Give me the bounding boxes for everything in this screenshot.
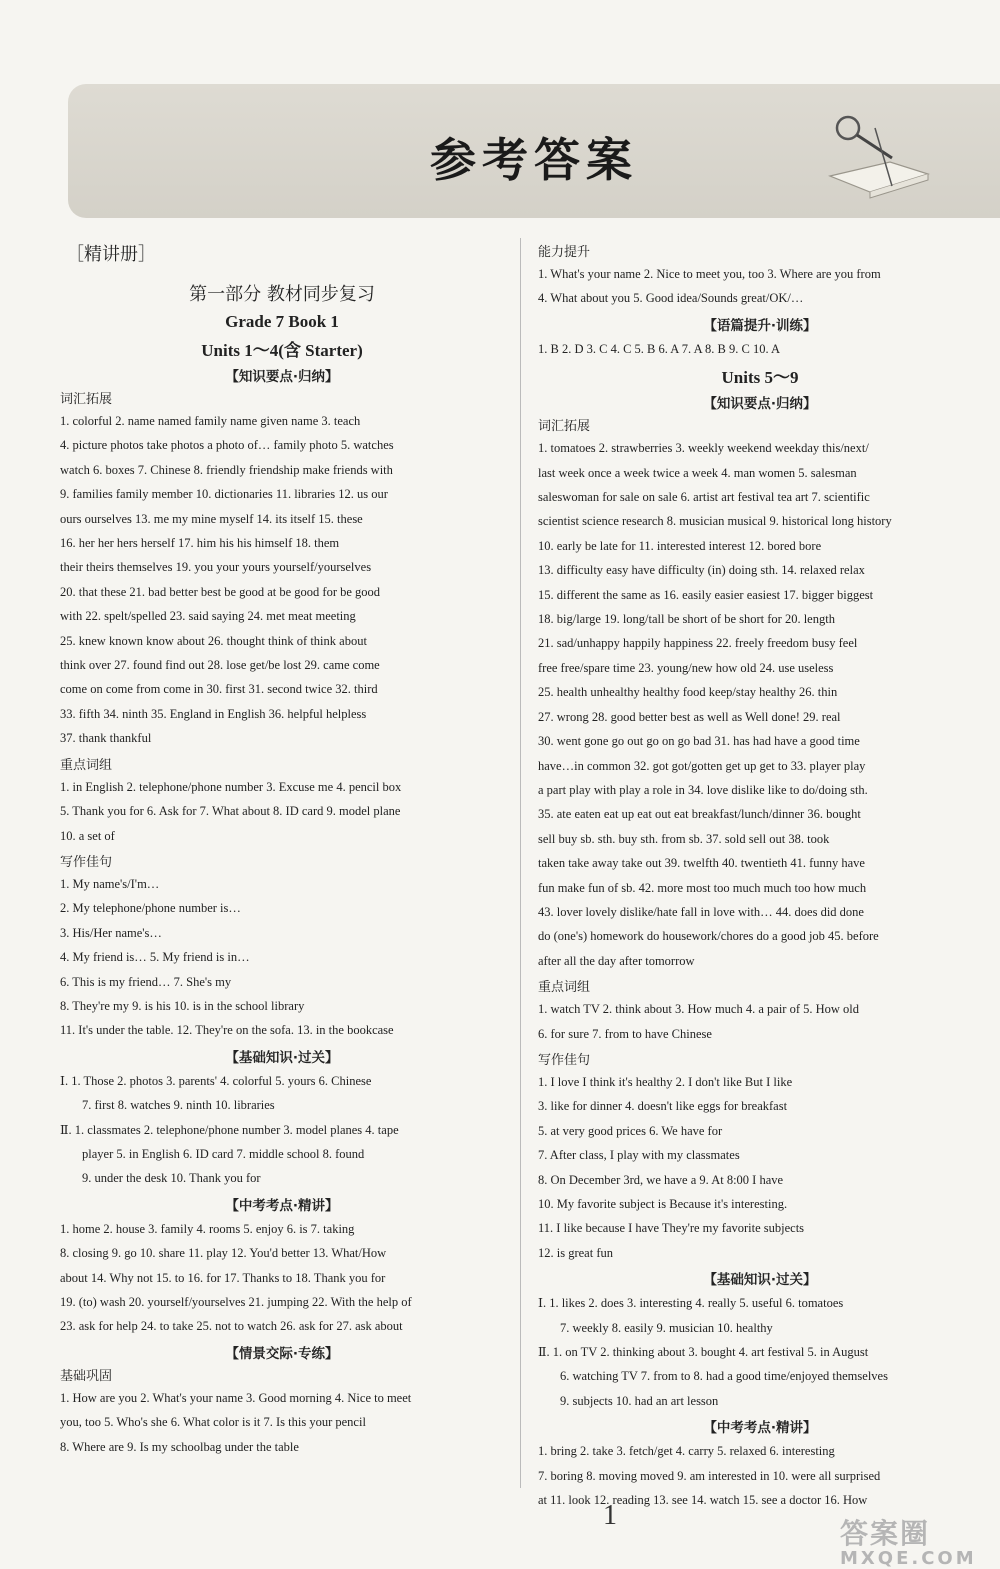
title-banner [68, 84, 1000, 218]
answer-line: 7. first 8. watches 9. ninth 10. libraries [82, 1098, 275, 1113]
section-heading: 【知识要点·归纳】 [225, 369, 339, 385]
answer-line: scientist science research 8. musician musical 9. historical long history [538, 514, 892, 529]
answer-line: 1. My name's/I'm… [60, 876, 160, 891]
answer-line: 10. early be late for 11. interested interest 12. bored bore [538, 538, 822, 553]
answer-line: taken take away take out 39. twelfth 40. twentieth 41. funny have [538, 856, 865, 871]
answer-line: do (one's) homework do housework/chores do a good job 45. before [538, 929, 879, 944]
book-tag: ［精讲册］ [66, 244, 156, 265]
answer-line: 7. After class, I play with my classmates [538, 1148, 740, 1163]
answer-line: 9. under the desk 10. Thank you for [82, 1171, 261, 1186]
page-title: 参考答案 [430, 133, 638, 187]
answer-line: 7. weekly 8. easily 9. musician 10. healthy [560, 1320, 773, 1335]
units-title: Units 5～9 [721, 368, 799, 388]
answer-line: have…in common 32. got got/gotten get up get to 33. player play [538, 758, 866, 773]
answer-line: last week once a week twice a week 4. man women 5. salesman [538, 465, 857, 480]
subsection-heading: 基础巩固 [60, 1368, 113, 1384]
answer-line: 9. subjects 10. had an art lesson [560, 1393, 719, 1408]
answer-line: Ⅰ. 1. Those 2. photos 3. parents' 4. colorful 5. yours 6. Chinese [60, 1073, 372, 1088]
answer-line: 19. (to) wash 20. yourself/yourselves 21. jumping 22. With the help of [60, 1295, 412, 1309]
answer-line: 2. My telephone/phone number is… [60, 901, 241, 916]
watermark-url: MXQE.COM [840, 1548, 977, 1569]
answer-line: 11. I like because I have They're my favorite subjects [538, 1221, 805, 1236]
subsection-heading: 词汇拓展 [538, 419, 591, 435]
answer-line: 8. They're my 9. is his 10. is in the school library [60, 998, 305, 1013]
answer-line: their theirs themselves 19. you your yours yourself/yourselves [60, 560, 372, 575]
answer-line: 9. families family member 10. dictionaries 11. libraries 12. us our [60, 487, 388, 502]
answer-line: 7. boring 8. moving moved 9. am interested in 10. were all surprised [538, 1468, 881, 1483]
answer-line: free free/spare time 23. young/new how old 24. use useless [538, 660, 834, 675]
section-heading: 【基础知识·过关】 [703, 1272, 817, 1289]
magnifier-book-icon [820, 114, 940, 204]
answer-line: watch 6. boxes 7. Chinese 8. friendly friendship make friends with [60, 462, 393, 477]
answer-line: Ⅱ. 1. on TV 2. thinking about 3. bought 4. art festival 5. in August [538, 1345, 869, 1360]
answer-line: 1. home 2. house 3. family 4. rooms 5. enjoy 6. is 7. taking [60, 1221, 355, 1236]
subsection-heading: 重点词组 [60, 757, 113, 773]
left-column [60, 238, 504, 1459]
answer-line: 3. like for dinner 4. doesn't like eggs for breakfast [538, 1099, 788, 1114]
page-number: 1 [603, 1500, 617, 1531]
answer-line: 18. big/large 19. long/tall be short of be short for 20. length [538, 612, 835, 627]
grade-title: Grade 7 Book 1 [225, 312, 339, 331]
answer-line: 33. fifth 34. ninth 35. England in English 36. helpful helpless [60, 706, 367, 721]
answer-line: player 5. in English 6. ID card 7. middle school 8. found [82, 1146, 365, 1161]
answer-line: 1. colorful 2. name named family name given name 3. teach [60, 414, 361, 428]
answer-line: 6. watching TV 7. from to 8. had a good time/enjoyed themselves [560, 1369, 888, 1384]
answer-line: 25. knew known know about 26. thought think of think about [60, 633, 367, 648]
answer-line: 43. lover lovely dislike/hate fall in love with… 44. does did done [538, 904, 864, 919]
answer-line: 25. health unhealthy healthy food keep/stay healthy 26. thin [538, 685, 838, 700]
answer-line: saleswoman for sale on sale 6. artist art festival tea art 7. scientific [538, 490, 870, 505]
answer-line: 23. ask for help 24. to take 25. not to watch 26. ask for 27. ask about [60, 1319, 403, 1334]
answer-line: 15. different the same as 16. easily easier easiest 17. bigger biggest [538, 587, 874, 602]
answer-line: 10. My favorite subject is Because it's interesting. [538, 1197, 788, 1211]
units-title: Units 1～4(含 Starter) [201, 341, 363, 360]
answer-line: 1. I love I think it's healthy 2. I don't like But I like [538, 1074, 793, 1089]
answer-line: 30. went gone go out go on go bad 31. has had have a good time [538, 734, 860, 749]
answer-line: 1. bring 2. take 3. fetch/get 4. carry 5. relaxed 6. interesting [538, 1444, 835, 1459]
subsection-heading: 词汇拓展 [60, 392, 113, 407]
subsection-heading: 重点词组 [538, 980, 591, 996]
answer-line: 12. is great fun [538, 1245, 613, 1260]
answer-line: 8. Where are 9. Is my schoolbag under the table [60, 1439, 299, 1454]
answer-line: 1. How are you 2. What's your name 3. Good morning 4. Nice to meet [60, 1390, 412, 1405]
answer-line: a part play with play a role in 34. love dislike like to do/doing sth. [538, 782, 868, 797]
answer-line: 4. picture photos take photos a photo of… family photo 5. watches [60, 438, 394, 453]
answer-line: at 11. look 12. reading 13. see 14. watch 15. see a doctor 16. How [538, 1493, 868, 1508]
answer-line: 4. What about you 5. Good idea/Sounds great/OK/… [538, 291, 804, 306]
watermark-logo-text: 答案圈 [840, 1517, 931, 1550]
answer-line: after all the day after tomorrow [538, 953, 695, 968]
answer-line: with 22. spelt/spelled 23. said saying 24. met meat meeting [60, 609, 356, 624]
answer-line: 10. a set of [60, 828, 115, 843]
subsection-heading: 写作佳句 [538, 1052, 591, 1068]
answer-line: 11. It's under the table. 12. They're on the sofa. 13. in the bookcase [60, 1023, 394, 1038]
answer-line: 37. thank thankful [60, 731, 152, 746]
section-heading: 【基础知识·过关】 [225, 1049, 339, 1066]
answer-line: 16. her her hers herself 17. him his his himself 18. them [60, 536, 340, 551]
answer-line: 21. sad/unhappy happily happiness 22. freely freedom busy feel [538, 636, 858, 651]
answer-line: 3. His/Her name's… [60, 925, 162, 940]
answer-line: 6. for sure 7. from to have Chinese [538, 1026, 712, 1041]
answer-line: 8. closing 9. go 10. share 11. play 12. You'd better 13. What/How [60, 1246, 387, 1261]
subsection-heading: 写作佳句 [60, 854, 113, 870]
answer-line: 1. tomatoes 2. strawberries 3. weekly weekend weekday this/next/ [538, 441, 869, 456]
answer-line: ours ourselves 13. me my mine myself 14. its itself 15. these [60, 511, 363, 526]
section-heading: 【中考考点·精讲】 [225, 1197, 339, 1214]
answer-line: sell buy sb. sth. buy sth. from sb. 37. sold sell out 38. took [538, 831, 830, 846]
answer-line: 27. wrong 28. good better best as well as Well done! 29. real [538, 709, 841, 724]
section-heading: 【情景交际·专练】 [225, 1345, 339, 1362]
part-title: 第一部分 教材同步复习 [189, 284, 375, 305]
answer-line: 1. What's your name 2. Nice to meet you, too 3. Where are you from [538, 267, 881, 281]
section-heading: 【中考考点·精讲】 [703, 1420, 817, 1437]
answer-line: 35. ate eaten eat up eat out eat breakfast/lunch/dinner 36. bought [538, 807, 861, 822]
answer-line: Ⅰ. 1. likes 2. does 3. interesting 4. really 5. useful 6. tomatoes [538, 1296, 844, 1311]
section-heading: 【语篇提升·训练】 [703, 317, 817, 334]
subsection-heading: 能力提升 [538, 245, 591, 260]
answer-line: 20. that these 21. bad better best be good at be good for be good [60, 584, 381, 599]
answer-line: you, too 5. Who's she 6. What color is it 7. Is this your pencil [60, 1415, 366, 1430]
answer-line: Ⅱ. 1. classmates 2. telephone/phone number 3. model planes 4. tape [60, 1122, 399, 1137]
answer-line: 8. On December 3rd, we have a 9. At 8:00 I have [538, 1172, 784, 1187]
answer-line: fun make fun of sb. 42. more most too much much too how much [538, 880, 867, 895]
answer-line: 6. This is my friend… 7. She's my [60, 974, 232, 989]
section-heading: 【知识要点·归纳】 [703, 396, 817, 413]
answer-line: 1. B 2. D 3. C 4. C 5. B 6. A 7. A 8. B 9. C 10. A [538, 341, 781, 356]
column-divider [520, 238, 521, 1488]
site-watermark [840, 1512, 977, 1569]
right-column [538, 238, 982, 1512]
answer-line: 5. at very good prices 6. We have for [538, 1123, 723, 1138]
answer-line: 4. My friend is… 5. My friend is in… [60, 950, 250, 965]
answer-line: 1. in English 2. telephone/phone number 3. Excuse me 4. pencil box [60, 779, 402, 794]
answer-line: 1. watch TV 2. think about 3. How much 4. a pair of 5. How old [538, 1002, 860, 1017]
answer-line: 5. Thank you for 6. Ask for 7. What about 8. ID card 9. model plane [60, 804, 401, 819]
answer-line: about 14. Why not 15. to 16. for 17. Thanks to 18. Thank you for [60, 1270, 386, 1285]
answer-line: think over 27. found find out 28. lose get/be lost 29. came come [60, 658, 380, 673]
answer-line: 13. difficulty easy have difficulty (in) doing sth. 14. relaxed relax [538, 563, 865, 578]
answer-line: come on come from come in 30. first 31. second twice 32. third [60, 682, 378, 697]
